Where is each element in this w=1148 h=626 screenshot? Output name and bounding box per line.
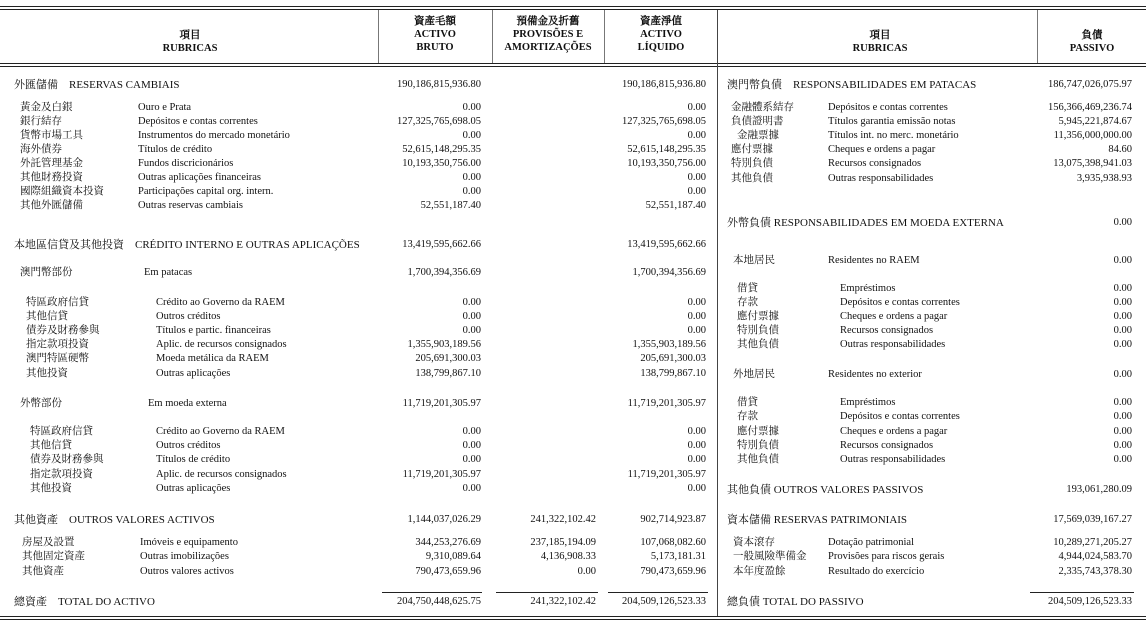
row-label-zh: 特別負債: [731, 158, 773, 169]
row-label-pt: Resultado do exercício: [828, 566, 925, 577]
row-net: 127,325,765,698.05: [622, 116, 706, 127]
divider-liab: [1037, 10, 1038, 63]
row-value: 2,335,743,378.30: [1058, 566, 1132, 577]
row-label-pt: Imóveis e equipamento: [140, 537, 238, 548]
total-activo-prov: 241,322,102.42: [530, 596, 596, 607]
row-label-pt: Títulos de crédito: [156, 454, 231, 465]
subsection-zh-externa: 外幣部份: [20, 398, 62, 409]
row-label-zh: 黃金及白銀: [20, 102, 73, 113]
residentes-value: 0.00: [1113, 255, 1132, 266]
row-gross: 0.00: [462, 186, 481, 197]
subsection-zh-patacas: 澳門幣部份: [20, 267, 73, 278]
row-value: 11,356,000,000.00: [1053, 130, 1132, 141]
row-net: 0.00: [687, 297, 706, 308]
row-label-zh: 其他財務投資: [20, 172, 83, 183]
row-value: 0.00: [1113, 426, 1132, 437]
row-label-pt: Outras responsabilidades: [828, 173, 934, 184]
row-label-zh: 其他負債: [737, 339, 779, 350]
row-label-zh: 應付票據: [737, 311, 779, 322]
row-value: 156,366,469,236.74: [1048, 102, 1132, 113]
divider-net: [604, 10, 605, 63]
subsection-pt-residentes: Residentes no RAEM: [828, 255, 920, 266]
row-label-zh: 特區政府信貸: [26, 297, 89, 308]
row-label-pt: Ouro e Prata: [138, 102, 192, 113]
row-label-pt: Outras aplicações financeiras: [138, 172, 262, 183]
row-label-zh: 債券及財務參與: [26, 325, 100, 336]
row-label-zh: 澳門特區硬幣: [26, 353, 89, 364]
row-label-pt: Dotação patrimonial: [828, 537, 915, 548]
section-title-reservas-cambiais: 外匯儲備 RESERVAS CAMBIAIS: [14, 79, 180, 91]
row-label-pt: Recursos consignados: [840, 325, 934, 336]
row-label-zh: 應付票據: [737, 426, 779, 437]
credito-net: 13,419,595,662.66: [627, 239, 706, 250]
total-passivo-value: 204,509,126,523.33: [1048, 596, 1132, 607]
divider-center: [717, 10, 718, 616]
row-label-zh: 資本滾存: [733, 537, 775, 548]
divider-prov: [492, 10, 493, 63]
reservas-net: 190,186,815,936.80: [622, 79, 706, 90]
row-value: 13,075,398,941.03: [1053, 158, 1132, 169]
row-label-pt: Moeda metálica da RAEM: [156, 353, 269, 364]
row-label-zh: 其他負債: [737, 454, 779, 465]
row-net: 5,173,181.31: [650, 551, 706, 562]
bottom-rule-1: [0, 616, 1146, 617]
row-label-pt: Crédito ao Governo da RAEM: [156, 426, 285, 437]
row-label-zh: 應付票據: [731, 144, 773, 155]
total-net-rule: [608, 592, 708, 593]
row-label-pt: Outras responsabilidades: [840, 454, 946, 465]
row-label-pt: Depósitos e contas correntes: [840, 297, 960, 308]
header-net: 資產淨值 ACTIVO LÍQUIDO: [637, 16, 685, 53]
row-label-pt: Crédito ao Governo da RAEM: [156, 297, 285, 308]
divider-gross: [378, 10, 379, 63]
row-value: 84.60: [1108, 144, 1132, 155]
row-gross: 0.00: [462, 426, 481, 437]
row-gross: 0.00: [462, 325, 481, 336]
row-value: 10,289,271,205.27: [1053, 537, 1132, 548]
row-net: 0.00: [687, 325, 706, 336]
row-label-zh: 其他資產: [22, 566, 64, 577]
row-label-zh: 外託管理基金: [20, 158, 83, 169]
row-label-pt: Outras aplicações: [156, 483, 231, 494]
row-value: 0.00: [1113, 397, 1132, 408]
section-title-resp-externa: 外幣負債 RESPONSABILIDADES EM MOEDA EXTERNA: [727, 217, 1004, 229]
row-label-zh: 存款: [737, 411, 758, 422]
row-label-pt: Outras responsabilidades: [840, 339, 946, 350]
row-label-pt: Títulos de crédito: [138, 144, 213, 155]
row-value: 0.00: [1113, 454, 1132, 465]
outros-gross: 1,144,037,026.29: [407, 514, 481, 525]
row-label-pt: Empréstimos: [840, 397, 896, 408]
row-label-zh: 本年度盈餘: [733, 566, 786, 577]
row-label-zh: 海外債券: [20, 144, 62, 155]
row-label-zh: 特別負債: [737, 440, 779, 451]
row-label-zh: 其他投資: [30, 483, 72, 494]
row-label-pt: Outros créditos: [156, 311, 221, 322]
total-passivo-title: 總負債 TOTAL DO PASSIVO: [727, 596, 864, 608]
row-gross: 138,799,867.10: [415, 368, 481, 379]
header-liabilities: 負債 PASSIVO: [1069, 30, 1115, 54]
row-label-zh: 其他投資: [26, 368, 68, 379]
patacas-net: 1,700,394,356.69: [632, 267, 706, 278]
row-label-pt: Recursos consignados: [840, 440, 934, 451]
row-gross: 11,719,201,305.97: [402, 469, 481, 480]
row-label-pt: Títulos int. no merc. monetário: [828, 130, 959, 141]
row-gross: 52,551,187.40: [420, 200, 481, 211]
row-gross: 0.00: [462, 483, 481, 494]
row-label-pt: Outras imobilizações: [140, 551, 229, 562]
row-value: 3,935,938.93: [1076, 173, 1132, 184]
total-activo-net: 204,509,126,523.33: [622, 596, 706, 607]
exterior-value: 0.00: [1113, 369, 1132, 380]
row-label-pt: Cheques e ordens a pagar: [828, 144, 936, 155]
row-gross: 52,615,148,295.35: [402, 144, 481, 155]
row-label-zh: 其他信貸: [30, 440, 72, 451]
row-value: 0.00: [1113, 297, 1132, 308]
patacas-gross: 1,700,394,356.69: [407, 267, 481, 278]
row-value: 0.00: [1113, 311, 1132, 322]
row-net: 52,615,148,295.35: [627, 144, 706, 155]
total-activo-gross: 204,750,448,625.75: [397, 596, 481, 607]
row-net: 0.00: [687, 426, 706, 437]
row-label-zh: 指定款項投資: [30, 469, 93, 480]
row-label-zh: 特別負債: [737, 325, 779, 336]
total-activo-title: 總資產 TOTAL DO ACTIVO: [14, 596, 155, 608]
row-label-zh: 特區政府信貸: [30, 426, 93, 437]
row-prov: 237,185,194.09: [530, 537, 596, 548]
row-label-zh: 金融票據: [737, 130, 779, 141]
row-label-pt: Outras reservas cambiais: [138, 200, 243, 211]
row-net: 138,799,867.10: [640, 368, 706, 379]
row-value: 0.00: [1113, 339, 1132, 350]
bottom-rule-2: [0, 619, 1146, 620]
header-items-right: 項目 RUBRICAS: [852, 30, 908, 54]
row-label-pt: Provisões para riscos gerais: [828, 551, 945, 562]
row-net: 10,193,350,756.00: [627, 158, 706, 169]
row-gross: 205,691,300.03: [415, 353, 481, 364]
row-gross: 0.00: [462, 102, 481, 113]
row-gross: 9,310,089.64: [425, 551, 481, 562]
row-label-zh: 金融體系結存: [731, 102, 794, 113]
reservas-patrimoniais-value: 17,569,039,167.27: [1053, 514, 1132, 525]
row-prov: 0.00: [577, 566, 596, 577]
row-net: 0.00: [687, 130, 706, 141]
row-net: 0.00: [687, 311, 706, 322]
row-label-zh: 負債證明書: [731, 116, 784, 127]
row-gross: 0.00: [462, 454, 481, 465]
row-label-pt: Títulos garantia emissão notas: [828, 116, 956, 127]
section-title-outros-passivos: 其他負債 OUTROS VALORES PASSIVOS: [727, 484, 924, 496]
row-label-pt: Outros créditos: [156, 440, 221, 451]
row-net: 52,551,187.40: [645, 200, 706, 211]
outros-passivos-value: 193,061,280.09: [1066, 484, 1132, 495]
row-label-pt: Títulos e partic. financeiras: [156, 325, 271, 336]
row-label-pt: Depósitos e contas correntes: [828, 102, 948, 113]
row-gross: 0.00: [462, 440, 481, 451]
row-net: 205,691,300.03: [640, 353, 706, 364]
row-gross: 0.00: [462, 311, 481, 322]
row-label-pt: Outros valores activos: [140, 566, 234, 577]
row-label-pt: Cheques e ordens a pagar: [840, 426, 948, 437]
row-net: 0.00: [687, 186, 706, 197]
row-value: 4,944,024,583.70: [1058, 551, 1132, 562]
section-title-resp-patacas: 澳門幣負債 RESPONSABILIDADES EM PATACAS: [727, 79, 977, 91]
row-label-zh: 其他信貸: [26, 311, 68, 322]
subsection-pt-patacas: Em patacas: [144, 267, 193, 278]
header-rule-2: [0, 66, 1146, 67]
row-label-zh: 債券及財務參與: [30, 454, 104, 465]
header-provisions: 預備金及折舊 PROVISÕES E AMORTIZAÇÕES: [504, 16, 592, 53]
row-net: 0.00: [687, 440, 706, 451]
resp-patacas-value: 186,747,026,075.97: [1048, 79, 1132, 90]
row-net: 107,068,082.60: [640, 537, 706, 548]
row-gross: 10,193,350,756.00: [402, 158, 481, 169]
row-label-zh: 貨幣市場工具: [20, 130, 83, 141]
row-label-zh: 指定款項投資: [26, 339, 89, 350]
subsection-zh-residentes: 本地居民: [733, 255, 775, 266]
externa-gross: 11,719,201,305.97: [402, 398, 481, 409]
row-label-zh: 借貸: [737, 283, 758, 294]
row-gross: 0.00: [462, 172, 481, 183]
total-prov-rule: [496, 592, 598, 593]
externa-net: 11,719,201,305.97: [627, 398, 706, 409]
header-gross: 資產毛額 ACTIVO BRUTO: [414, 16, 456, 53]
row-label-zh: 借貸: [737, 397, 758, 408]
row-value: 0.00: [1113, 283, 1132, 294]
row-label-zh: 銀行結存: [20, 116, 62, 127]
subsection-zh-exterior: 外地居民: [733, 369, 775, 380]
row-label-zh: 房屋及設置: [22, 537, 75, 548]
row-net: 0.00: [687, 483, 706, 494]
row-net: 0.00: [687, 102, 706, 113]
section-title-credito-interno: 本地區信貸及其他投資 CRÉDITO INTERNO E OUTRAS APLICAÇÕES: [14, 239, 360, 251]
row-label-zh: 其他固定資產: [22, 551, 85, 562]
row-label-pt: Participações capital org. intern.: [138, 186, 274, 197]
section-title-outros-activos: 其他資產 OUTROS VALORES ACTIVOS: [14, 514, 215, 526]
row-label-zh: 其他負債: [731, 173, 773, 184]
row-gross: 344,253,276.69: [415, 537, 481, 548]
subsection-pt-externa: Em moeda externa: [148, 398, 227, 409]
row-label-zh: 其他外匯儲備: [20, 200, 83, 211]
row-label-pt: Fundos discricionários: [138, 158, 234, 169]
row-gross: 790,473,659.96: [415, 566, 481, 577]
row-net: 11,719,201,305.97: [627, 469, 706, 480]
row-gross: 127,325,765,698.05: [397, 116, 481, 127]
row-value: 0.00: [1113, 440, 1132, 451]
row-value: 5,945,221,874.67: [1058, 116, 1132, 127]
total-passivo-rule: [1030, 592, 1134, 593]
row-label-zh: 一般風險準備金: [733, 551, 807, 562]
row-net: 790,473,659.96: [640, 566, 706, 577]
header-items-left: 項目 RUBRICAS: [162, 30, 218, 54]
row-gross: 0.00: [462, 130, 481, 141]
top-rule-1: [0, 6, 1146, 7]
row-gross: 0.00: [462, 297, 481, 308]
row-net: 0.00: [687, 172, 706, 183]
row-label-pt: Aplic. de recursos consignados: [156, 339, 287, 350]
row-label-pt: Depósitos e contas correntes: [138, 116, 258, 127]
row-prov: 4,136,908.33: [540, 551, 596, 562]
row-gross: 1,355,903,189.56: [407, 339, 481, 350]
reservas-gross: 190,186,815,936.80: [397, 79, 481, 90]
row-label-pt: Depósitos e contas correntes: [840, 411, 960, 422]
outros-prov: 241,322,102.42: [530, 514, 596, 525]
header-rule-1: [0, 63, 1146, 64]
section-title-reservas-patrimoniais: 資本儲備 RESERVAS PATRIMONIAIS: [727, 514, 908, 526]
outros-net: 902,714,923.87: [640, 514, 706, 525]
row-label-pt: Cheques e ordens a pagar: [840, 311, 948, 322]
row-label-pt: Instrumentos do mercado monetário: [138, 130, 290, 141]
total-gross-rule: [382, 592, 482, 593]
row-net: 1,355,903,189.56: [632, 339, 706, 350]
subsection-pt-exterior: Residentes no exterior: [828, 369, 922, 380]
row-label-zh: 存款: [737, 297, 758, 308]
row-label-pt: Empréstimos: [840, 283, 896, 294]
row-value: 0.00: [1113, 325, 1132, 336]
row-value: 0.00: [1113, 411, 1132, 422]
top-rule-2: [0, 9, 1146, 10]
row-net: 0.00: [687, 454, 706, 465]
resp-externa-value: 0.00: [1113, 217, 1132, 228]
row-label-zh: 國際組織資本投資: [20, 186, 104, 197]
row-label-pt: Aplic. de recursos consignados: [156, 469, 287, 480]
row-label-pt: Outras aplicações: [156, 368, 231, 379]
row-label-pt: Recursos consignados: [828, 158, 922, 169]
credito-gross: 13,419,595,662.66: [402, 239, 481, 250]
